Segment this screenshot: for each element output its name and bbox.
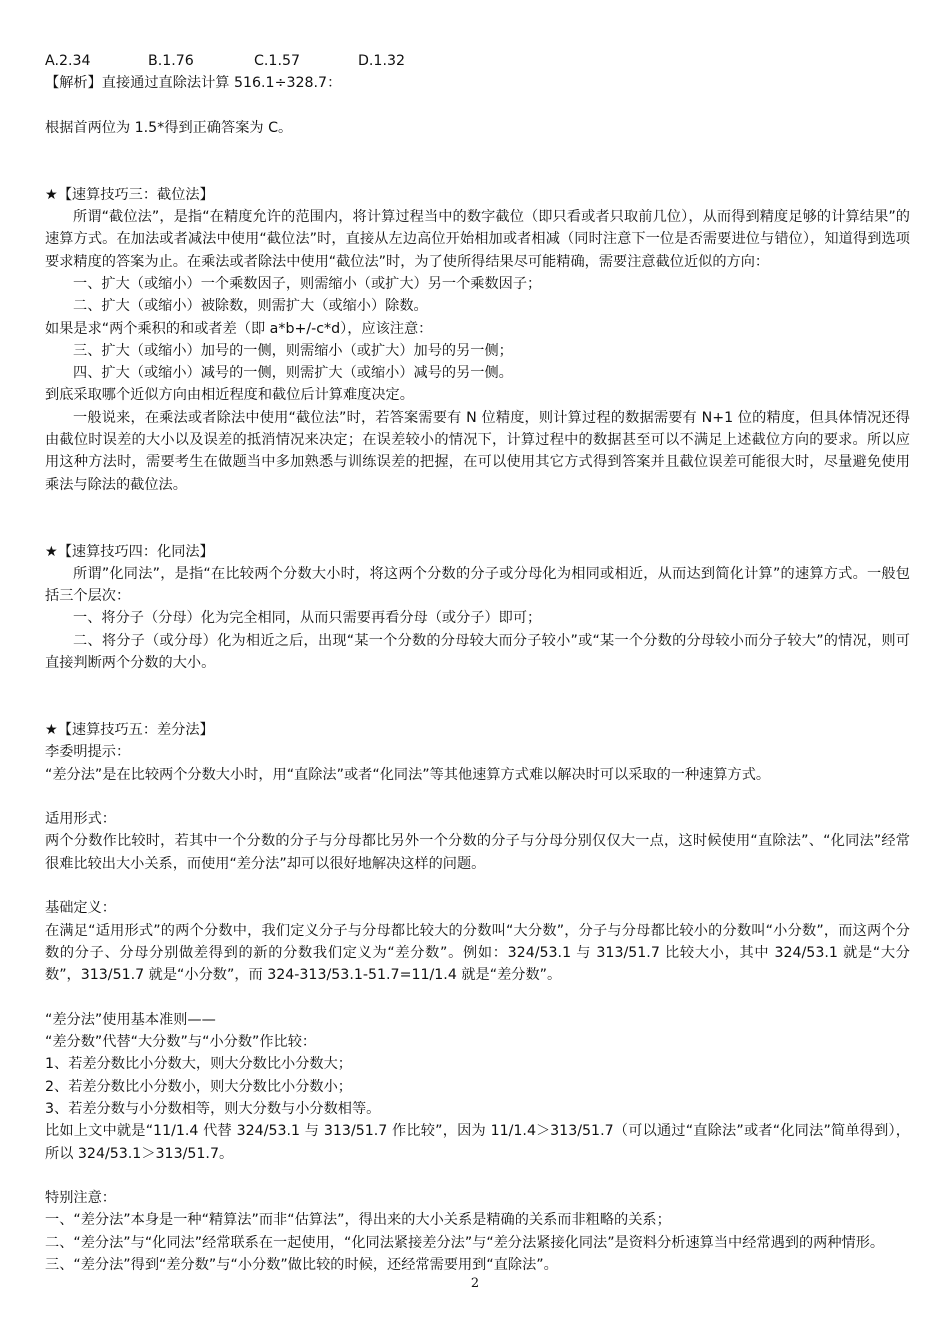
rule-2: 2、若差分数比小分数小，则大分数比小分数小； xyxy=(45,1078,352,1095)
special-note-1: 一、“差分法”本身是一种“精算法”而非“估算法”，得出来的大小关系是精确的关系而非粗略的关系； xyxy=(45,1212,671,1229)
truncation-rule-1: 一、扩大（或缩小）一个乘数因子，则需缩小（或扩大）另一个乘数因子； xyxy=(73,275,542,292)
page-number: 2 xyxy=(470,1276,480,1291)
section-title-truncation: ★【速算技巧三：截位法】 xyxy=(45,186,214,203)
definition-label: 基础定义： xyxy=(45,900,116,917)
option-d: D.1.32 xyxy=(358,53,406,69)
rule-intro: “差分数”代替“大分数”与“小分数”作比较： xyxy=(45,1034,317,1051)
truncation-rule-2: 二、扩大（或缩小）被除数，则需扩大（或缩小）除数。 xyxy=(73,298,428,315)
answer-line: 根据首两位为 1.5*得到正确答案为 C。 xyxy=(45,119,293,136)
rule-1: 1、若差分数比小分数大，则大分数比小分数大； xyxy=(45,1056,352,1073)
rule-3: 3、若差分数与小分数相等，则大分数与小分数相等。 xyxy=(45,1100,381,1117)
special-note-3: 三、“差分法”得到“差分数”与“小分数”做比较的时候，还经常需要用到“直除法”。 xyxy=(45,1257,558,1274)
option-b: B.1.76 xyxy=(148,53,194,69)
truncation-rule-3: 三、扩大（或缩小）加号的一侧，则需缩小（或扩大）加号的另一侧； xyxy=(73,342,513,359)
equalize-intro: 所谓”化同法”，是指“在比较两个分数大小时，将这两个分数的分子或分母化为相同或相近，从而达到简化计算”的速算方式。一般包括三个层次： xyxy=(45,565,910,605)
definition-text: 在满足“适用形式”的两个分数中，我们定义分子与分母都比较大的分数叫“大分数”，分子与分母都比较小的分数叫“小分数”，而这两个分数的分子、分母分别做差得到的新的分数我们定义为“差分数”。例如：324/53.1 与 313/51.7 比较大小，其中 324/53.1 就是“大分数”，313/51.7 就是“小分数”，而 324-313/53.1-51.7=11/1.4 就是“差分数”。 xyxy=(45,922,910,984)
option-a: A.2.34 xyxy=(45,53,91,69)
form-text: 两个分数作比较时，若其中一个分数的分子与分母都比另外一个分数的分子与分母分别仅仅大一点，这时候使用“直除法”、“化同法”经常很难比较出大小关系，而使用“差分法”却可以很好地解决这样的问题。 xyxy=(45,833,910,872)
truncation-decide: 到底采取哪个近似方向由相近程度和截位后计算难度决定。 xyxy=(45,387,414,404)
example-text: 比如上文中就是“11/1.4 代替 324/53.1 与 313/51.7 作比较”，因为 11/1.4＞313/51.7（可以通过“直除法”或者“化同法”简单得到），所以 324/53.1＞313/51.7。 xyxy=(45,1123,910,1162)
option-c: C.1.57 xyxy=(254,53,301,69)
form-label: 适用形式： xyxy=(45,811,116,828)
truncation-note: 如果是求“两个乘积的和或者差（即 a*b+/-c*d），应该注意： xyxy=(45,320,433,337)
analysis-line: 【解析】直接通过直除法计算 516.1÷328.7： xyxy=(45,75,342,92)
special-note-2: 二、“差分法”与“化同法”经常联系在一起使用，“化同法紧接差分法”与“差分法紧接化同法”是资料分析速算当中经常遇到的两种情形。 xyxy=(45,1234,885,1251)
section-title-difference: ★【速算技巧五：差分法】 xyxy=(45,721,214,738)
special-label: 特别注意： xyxy=(45,1190,116,1207)
truncation-intro: 所谓“截位法”，是指“在精度允许的范围内，将计算过程当中的数字截位（即只看或者只取前几位），从而得到精度足够的计算结果”的速算方式。在加法或者减法中使用“截位法”时，直接从左边高位开始相加或者相减（同时注意下一位是否需要进位与错位），知道得到选项要求精度的答案为止。在乘法或者除法中使用“截位法”时，为了使所得结果尽可能精确，需要注意截位近似的方向： xyxy=(45,209,910,270)
truncation-general: 一般说来，在乘法或者除法中使用“截位法”时，若答案需要有 N 位精度，则计算过程的数据需要有 N+1 位的精度，但具体情况还得由截位时误差的大小以及误差的抵消情况来决定；在误差较小的情况下，计算过程中的数据甚至可以不满足上述截位方向的要求。所以应用这种方法时，需要考生在做题当中多加熟悉与训练误差的把握，在可以使用其它方式得到答案并且截位误差可能很大时，尽量避免使用乘法与除法的截位法。 xyxy=(45,409,910,493)
tip-text: “差分法”是在比较两个分数大小时，用“直除法”或者“化同法”等其他速算方式难以解决时可以采取的一种速算方式。 xyxy=(45,766,771,783)
equalize-level-1: 一、将分子（分母）化为完全相同，从而只需要再看分母（或分子）即可； xyxy=(73,610,542,627)
equalize-level-2: 二、将分子（或分母）化为相近之后，出现“某一个分数的分母较大而分子较小”或“某一个分数的分母较小而分子较大”的情况，则可直接判断两个分数的大小。 xyxy=(45,632,910,672)
truncation-rule-4: 四、扩大（或缩小）减号的一侧，则需扩大（或缩小）减号的另一侧。 xyxy=(73,365,513,382)
rule-label: “差分法”使用基本准则—— xyxy=(45,1011,216,1028)
tip-label: 李委明提示： xyxy=(45,744,131,761)
section-title-equalize: ★【速算技巧四：化同法】 xyxy=(45,543,214,560)
answer-options xyxy=(45,50,910,72)
document-page xyxy=(45,50,910,1276)
